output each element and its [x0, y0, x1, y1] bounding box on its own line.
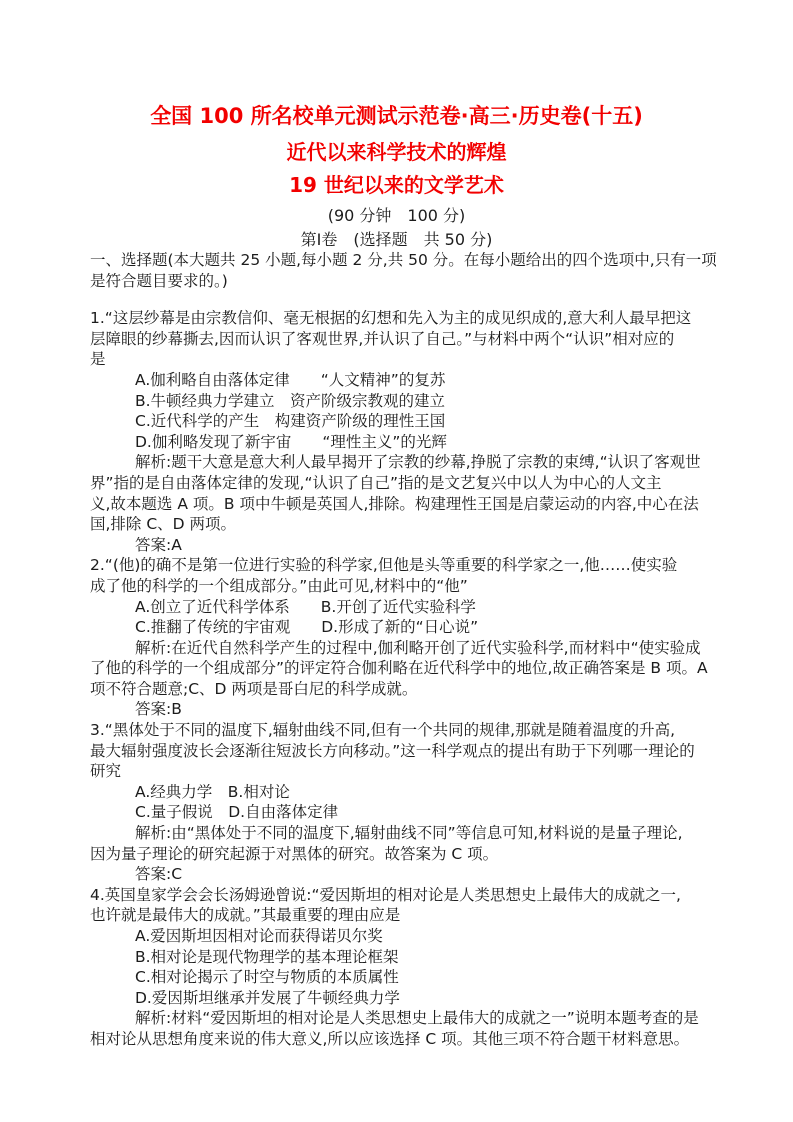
question-stem-line: 成了他的科学的一个组成部分。”由此可见,材料中的“他” — [90, 576, 468, 595]
instructions-line: 是符合题目要求的。) — [90, 271, 228, 290]
option-line-cd: C.量子假说 D.自由落体定律 — [135, 803, 339, 822]
question-stem-line: 4.英国皇家学会会长汤姆逊曾说:“爱因斯坦的相对论是人类思想史上最伟大的成就之一, — [90, 885, 681, 904]
question-stem-line: 层障眼的纱幕撕去,因而认识了客观世界,并认识了自己。”与材料中两个“认识”相对应的 — [90, 329, 675, 348]
question-2 — [90, 555, 710, 720]
answer-line: 答案:C — [135, 865, 183, 884]
section-heading: 第Ⅰ卷 (选择题 共 50 分) — [300, 230, 493, 249]
question-stem-line: 2.“(他)的确不是第一位进行实验的科学家,但他是头等重要的科学家之一,他……使实验 — [90, 556, 678, 575]
analysis-line: 解析:由“黑体处于不同的温度下,辐射曲线不同”等信息可知,材料说的是量子理论, — [135, 824, 683, 843]
time-and-score: (90 分钟 100 分) — [327, 206, 466, 225]
option-line-a: A.伽利略自由落体定律 “人文精神”的复苏 — [135, 370, 446, 389]
option-line-c: C.相对论揭示了时空与物质的本质属性 — [135, 968, 399, 987]
analysis-line: 解析:题干大意是意大利人最早揭开了宗教的纱幕,挣脱了宗教的束缚,“认识了客观世 — [135, 453, 701, 472]
paper-subtitle-topic: 19 世纪以来的文学艺术 — [289, 173, 504, 197]
question-stem-line: 最大辐射强度波长会逐渐往短波长方向移动。”这一科学观点的提出有助于下列哪一理论的 — [90, 741, 695, 760]
question-1 — [90, 308, 710, 555]
question-3 — [90, 720, 710, 885]
option-line-a: A.爱因斯坦因相对论而获得诺贝尔奖 — [135, 927, 383, 945]
analysis-line: 界”指的是自由落体定律的发现,“认识了自己”指的是文艺复兴中以人为中心的人文主 — [90, 473, 662, 492]
answer-line: 答案:A — [135, 535, 182, 554]
question-stem-line: 3.“黑体处于不同的温度下,辐射曲线不同,但有一个共同的规律,那就是随着温度的升高, — [90, 721, 676, 740]
option-line-cd: C.推翻了传统的宇宙观 D.形成了新的“日心说” — [135, 618, 479, 637]
question-stem-line: 是 — [90, 350, 106, 369]
paper-body — [90, 250, 717, 1050]
section-instructions — [90, 250, 717, 291]
analysis-line: 因为量子理论的研究起源于对黑体的研究。故答案为 C 项。 — [90, 844, 499, 863]
analysis-line: 项不符合题意;C、D 两项是哥白尼的科学成就。 — [90, 679, 418, 698]
option-line-d: D.爱因斯坦继承并发展了牛顿经典力学 — [135, 988, 400, 1007]
option-line-c: C.近代科学的产生 构建资产阶级的理性王国 — [135, 412, 446, 431]
analysis-line: 国,排除 C、D 两项。 — [90, 515, 237, 534]
analysis-line: 解析:材料“爱因斯坦的相对论是人类思想史上最伟大的成就之一”说明本题考查的是 — [135, 1009, 699, 1028]
option-line-b: B.牛顿经典力学建立 资产阶级宗教观的建立 — [135, 391, 446, 410]
option-line-d: D.伽利略发现了新宇宙 “理性主义”的光辉 — [135, 432, 447, 451]
paper-subtitle-unit: 近代以来科学技术的辉煌 — [286, 140, 507, 164]
question-stem-line: 1.“这层纱幕是由宗教信仰、毫无根据的幻想和先入为主的成见织成的,意大利人最早把这 — [90, 309, 692, 328]
analysis-line: 相对论从思想角度来说的伟大意义,所以应该选择 C 项。其他三项不符合题干材料意思。 — [90, 1029, 690, 1048]
question-4 — [90, 885, 710, 1050]
analysis-line: 义,故本题选 A 项。B 项中牛顿是英国人,排除。构建理性王国是启蒙运动的内容,中心在法 — [90, 494, 699, 513]
paper-title: 全国 100 所名校单元测试示范卷·高三·历史卷(十五) — [150, 104, 643, 128]
option-line-b: B.相对论是现代物理学的基本理论框架 — [135, 947, 399, 966]
option-line-ab: A.创立了近代科学体系 B.开创了近代实验科学 — [135, 597, 476, 616]
answer-line: 答案:B — [135, 700, 182, 719]
option-line-ab: A.经典力学 B.相对论 — [135, 782, 290, 801]
question-stem-line: 研究 — [90, 762, 122, 781]
analysis-line: 了他的科学的一个组成部分”的评定符合伽利略在近代科学中的地位,故正确答案是 B 项。A — [90, 659, 708, 678]
question-stem-line: 也许就是最伟大的成就。”其最重要的理由应是 — [90, 906, 401, 925]
instructions-line: 一、选择题(本大题共 25 小题,每小题 2 分,共 50 分。在每小题给出的四个选项中,只有一项 — [90, 251, 717, 269]
analysis-line: 解析:在近代自然科学产生的过程中,伽利略开创了近代实验科学,而材料中“使实验成 — [135, 638, 701, 657]
